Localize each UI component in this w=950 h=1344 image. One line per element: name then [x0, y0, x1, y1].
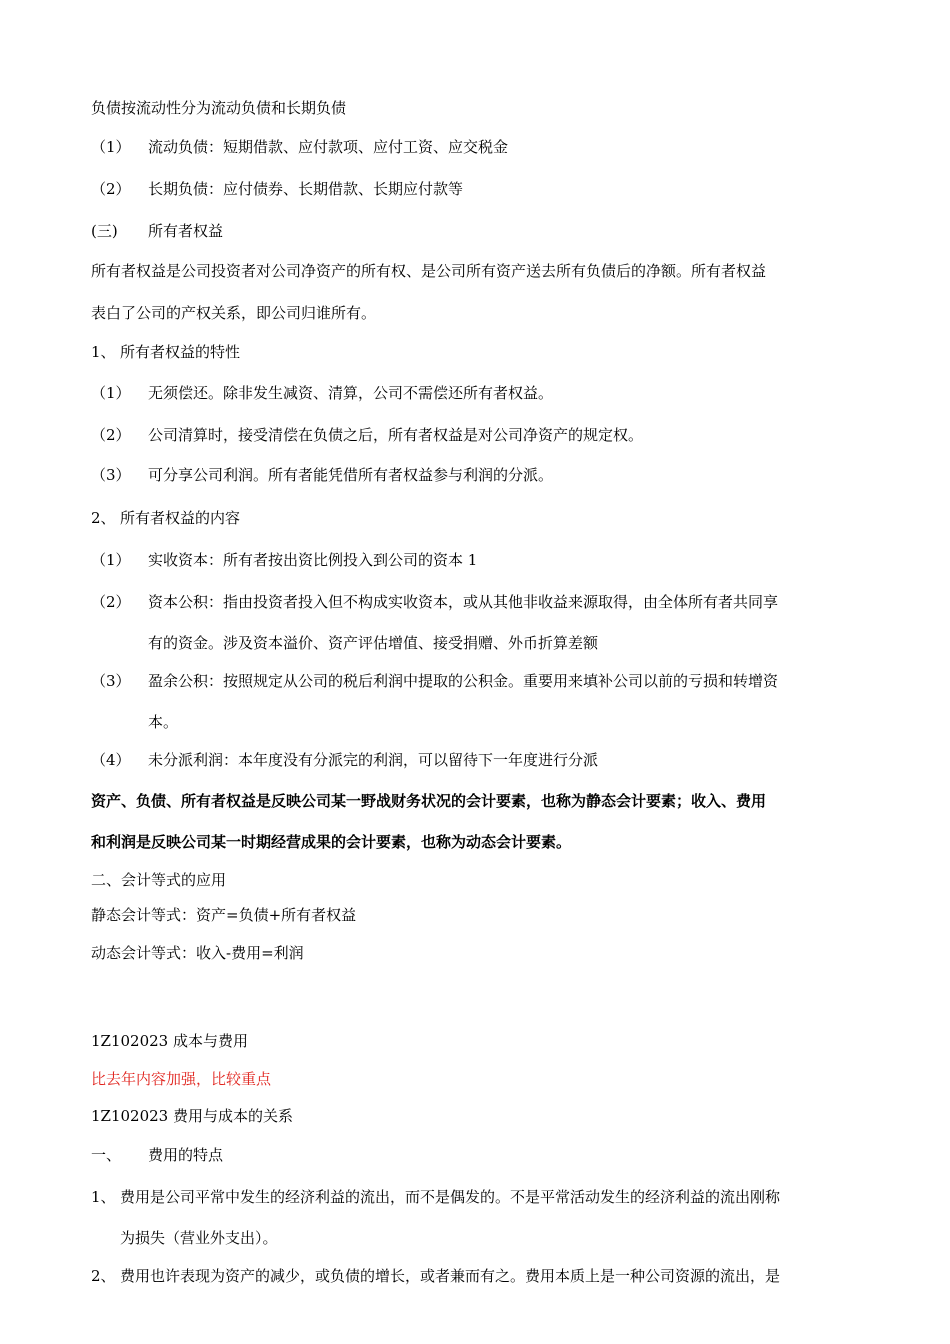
section-title: 费用的特点: [148, 1146, 224, 1164]
list-number: （2）: [91, 180, 131, 198]
topic-title-cost-and-expense: 1Z102023 成本与费用: [91, 1032, 248, 1050]
section-number: 一、: [91, 1146, 122, 1164]
heading-number: 1、: [91, 343, 116, 361]
list-text: 盈余公积：按照规定从公司的税后利润中提取的公积金。重要用来填补公司以前的亏损和转增资: [148, 672, 779, 690]
list-text: 资本公积：指由投资者投入但不构成实收资本，或从其他非收益来源取得，由全体所有者共同享: [148, 593, 779, 611]
section-number: (三): [91, 222, 118, 240]
list-text: 流动负债：短期借款、应付款项、应付工资、应交税金: [148, 138, 509, 156]
bold-summary-line2: 和利润是反映公司某一时期经营成果的会计要素，也称为动态会计要素。: [91, 833, 572, 851]
bold-summary-line1: 资产、负债、所有者权益是反映公司某一野战财务状况的会计要素，也称为静态会计要素；收入、费用: [91, 792, 767, 810]
paragraph-equity-definition-line2: 表白了公司的产权关系，即公司归谁所有。: [91, 304, 377, 322]
list-number: （2）: [91, 593, 131, 611]
list-item-expense-point-1-continued: 为损失（营业外支出）。: [120, 1229, 278, 1247]
list-text: 无须偿还。除非发生减资、清算，公司不需偿还所有者权益。: [148, 384, 554, 402]
list-number: 1、: [91, 1188, 116, 1206]
dynamic-accounting-equation: 动态会计等式：收入-费用=利润: [91, 944, 304, 962]
list-text: 可分享公司利润。所有者能凭借所有者权益参与利润的分派。: [148, 466, 554, 484]
static-accounting-equation: 静态会计等式：资产=负债+所有者权益: [91, 906, 357, 924]
list-number: （1）: [91, 384, 131, 402]
red-highlight-note: 比去年内容加强，比较重点: [91, 1070, 272, 1088]
list-text: 费用也许表现为资产的减少，或负债的增长，或者兼而有之。费用本质上是一种公司资源的流出，是: [120, 1267, 781, 1285]
list-number: （2）: [91, 426, 131, 444]
list-number: （1）: [91, 138, 131, 156]
list-text: 费用是公司平常中发生的经济利益的流出，而不是偶发的。不是平常活动发生的经济利益的流出刚称: [120, 1188, 781, 1206]
list-item-surplus-reserve-continued: 本。: [148, 713, 179, 731]
list-text: 长期负债：应付债券、长期借款、长期应付款等: [148, 180, 464, 198]
list-number: 2、: [91, 1267, 116, 1285]
section-heading-accounting-equations: 二、会计等式的应用: [91, 871, 227, 889]
list-number: （3）: [91, 466, 131, 484]
paragraph-liabilities-intro: 负债按流动性分为流动负债和长期负债: [91, 99, 347, 117]
list-number: （3）: [91, 672, 131, 690]
list-number: （1）: [91, 551, 131, 569]
list-number: （4）: [91, 751, 131, 769]
list-text: 实收资本：所有者按出资比例投入到公司的资本 1: [148, 551, 478, 569]
heading-number: 2、: [91, 509, 116, 527]
heading-text: 所有者权益的内容: [120, 509, 241, 527]
section-title: 所有者权益: [148, 222, 224, 240]
list-item-capital-reserve-continued: 有的资金。涉及资本溢价、资产评估增值、接受捐赠、外币折算差额: [148, 634, 599, 652]
topic-title-expense-cost-relation: 1Z102023 费用与成本的关系: [91, 1107, 293, 1125]
list-text: 未分派利润：本年度没有分派完的利润，可以留待下一年度进行分派: [148, 751, 599, 769]
paragraph-equity-definition-line1: 所有者权益是公司投资者对公司净资产的所有权、是公司所有资产送去所有负债后的净额。所有者权益: [91, 262, 767, 280]
heading-text: 所有者权益的特性: [120, 343, 241, 361]
list-text: 公司清算时，接受清偿在负债之后，所有者权益是对公司净资产的规定权。: [148, 426, 644, 444]
